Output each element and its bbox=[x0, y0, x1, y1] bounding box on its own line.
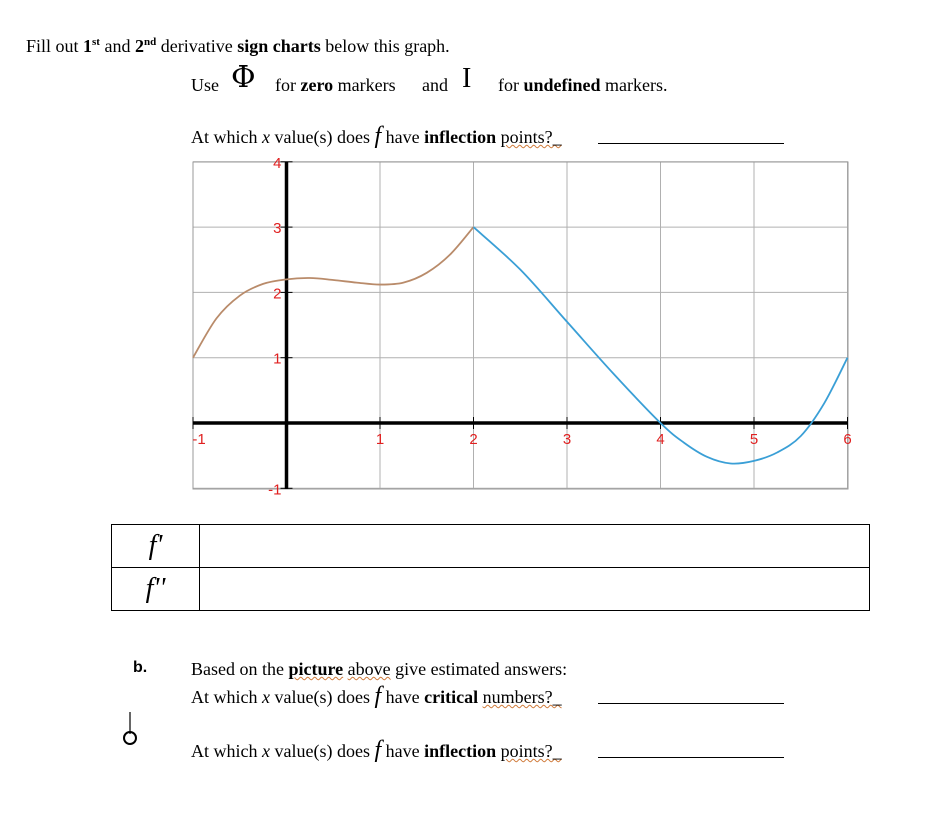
tick-labels bbox=[192, 155, 851, 499]
derivative-text: derivative bbox=[156, 36, 238, 56]
x-tick-label: 2 bbox=[469, 431, 478, 448]
q2-var: x bbox=[262, 741, 270, 761]
q1-f: f bbox=[374, 683, 382, 709]
undef-pre: for bbox=[498, 75, 524, 95]
zero-marker-symbol: Φ bbox=[231, 60, 256, 95]
question-inflection bbox=[191, 737, 562, 764]
y-tick-label: 2 bbox=[273, 285, 282, 303]
second-derivative-row bbox=[112, 568, 870, 611]
q1-pre: At which bbox=[191, 687, 262, 707]
zero-post: markers bbox=[333, 75, 396, 95]
q-var: x bbox=[262, 127, 270, 147]
radio-pin-icon[interactable] bbox=[121, 712, 139, 748]
second-sup: nd bbox=[143, 36, 157, 48]
q2-mid: value(s) does bbox=[270, 741, 375, 761]
q2-mid2: have bbox=[381, 741, 425, 761]
y-tick-label: -1 bbox=[268, 481, 282, 499]
undef-post: markers. bbox=[600, 75, 668, 95]
q2-post: points?_ bbox=[500, 741, 562, 761]
q1-bold: critical bbox=[424, 687, 479, 707]
zero-pre: for bbox=[275, 75, 301, 95]
q1-var: x bbox=[262, 687, 270, 707]
b-post: give estimated answers: bbox=[390, 659, 568, 679]
and-text: and bbox=[99, 36, 135, 56]
q-pre: At which bbox=[191, 127, 262, 147]
first-sup: st bbox=[92, 36, 100, 48]
q1-mid: value(s) does bbox=[270, 687, 375, 707]
undef-bold: undefined bbox=[523, 75, 601, 95]
second-derivative-sign-cell[interactable] bbox=[200, 568, 870, 611]
q-mid2: have bbox=[381, 127, 425, 147]
x-tick-label: 4 bbox=[656, 431, 665, 448]
b-mid: above bbox=[347, 659, 391, 679]
q1-mid2: have bbox=[381, 687, 425, 707]
undefined-marker-symbol: I bbox=[462, 63, 472, 94]
use-text: Use bbox=[191, 75, 219, 95]
x-tick-label: 3 bbox=[562, 431, 572, 448]
first-derivative-row bbox=[112, 525, 870, 568]
part-b-intro bbox=[191, 659, 567, 680]
second-derivative-label: f'' bbox=[112, 568, 200, 611]
question-critical bbox=[191, 683, 562, 710]
first-number: 1 bbox=[83, 36, 93, 56]
x-tick-label: 1 bbox=[375, 431, 385, 448]
second-number: 2 bbox=[134, 36, 144, 56]
answer-line-critical[interactable] bbox=[598, 703, 784, 704]
b-bold: picture bbox=[288, 659, 344, 679]
instruction-end: below this graph. bbox=[320, 36, 450, 56]
x-tick-label: 6 bbox=[843, 431, 852, 448]
instruction-text: Fill out bbox=[26, 36, 84, 56]
sign-chart-table bbox=[111, 524, 870, 611]
y-tick-label: 3 bbox=[273, 220, 282, 238]
answer-line-inflection[interactable] bbox=[598, 757, 784, 758]
q2-f: f bbox=[374, 737, 382, 763]
first-derivative-sign-cell[interactable] bbox=[200, 525, 870, 568]
q-mid: value(s) does bbox=[270, 127, 375, 147]
q2-pre: At which bbox=[191, 741, 262, 761]
curves bbox=[193, 227, 848, 464]
y-tick-label: 1 bbox=[273, 350, 282, 368]
sign-charts-bold: sign charts bbox=[237, 36, 321, 56]
q2-bold: inflection bbox=[424, 741, 497, 761]
q-f: f bbox=[374, 123, 382, 149]
y-tick-label: 4 bbox=[273, 154, 282, 172]
zero-bold: zero bbox=[300, 75, 334, 95]
q-post: points?_ bbox=[500, 127, 562, 147]
q-bold: inflection bbox=[424, 127, 497, 147]
first-derivative-label: f' bbox=[112, 525, 200, 568]
x-tick-label: -1 bbox=[192, 431, 206, 448]
markers-and: and bbox=[422, 75, 448, 95]
q1-post: numbers?_ bbox=[482, 687, 562, 707]
part-b-label: b. bbox=[133, 659, 148, 676]
b-pre: Based on the bbox=[191, 659, 289, 679]
x-tick-label: 5 bbox=[749, 431, 759, 448]
